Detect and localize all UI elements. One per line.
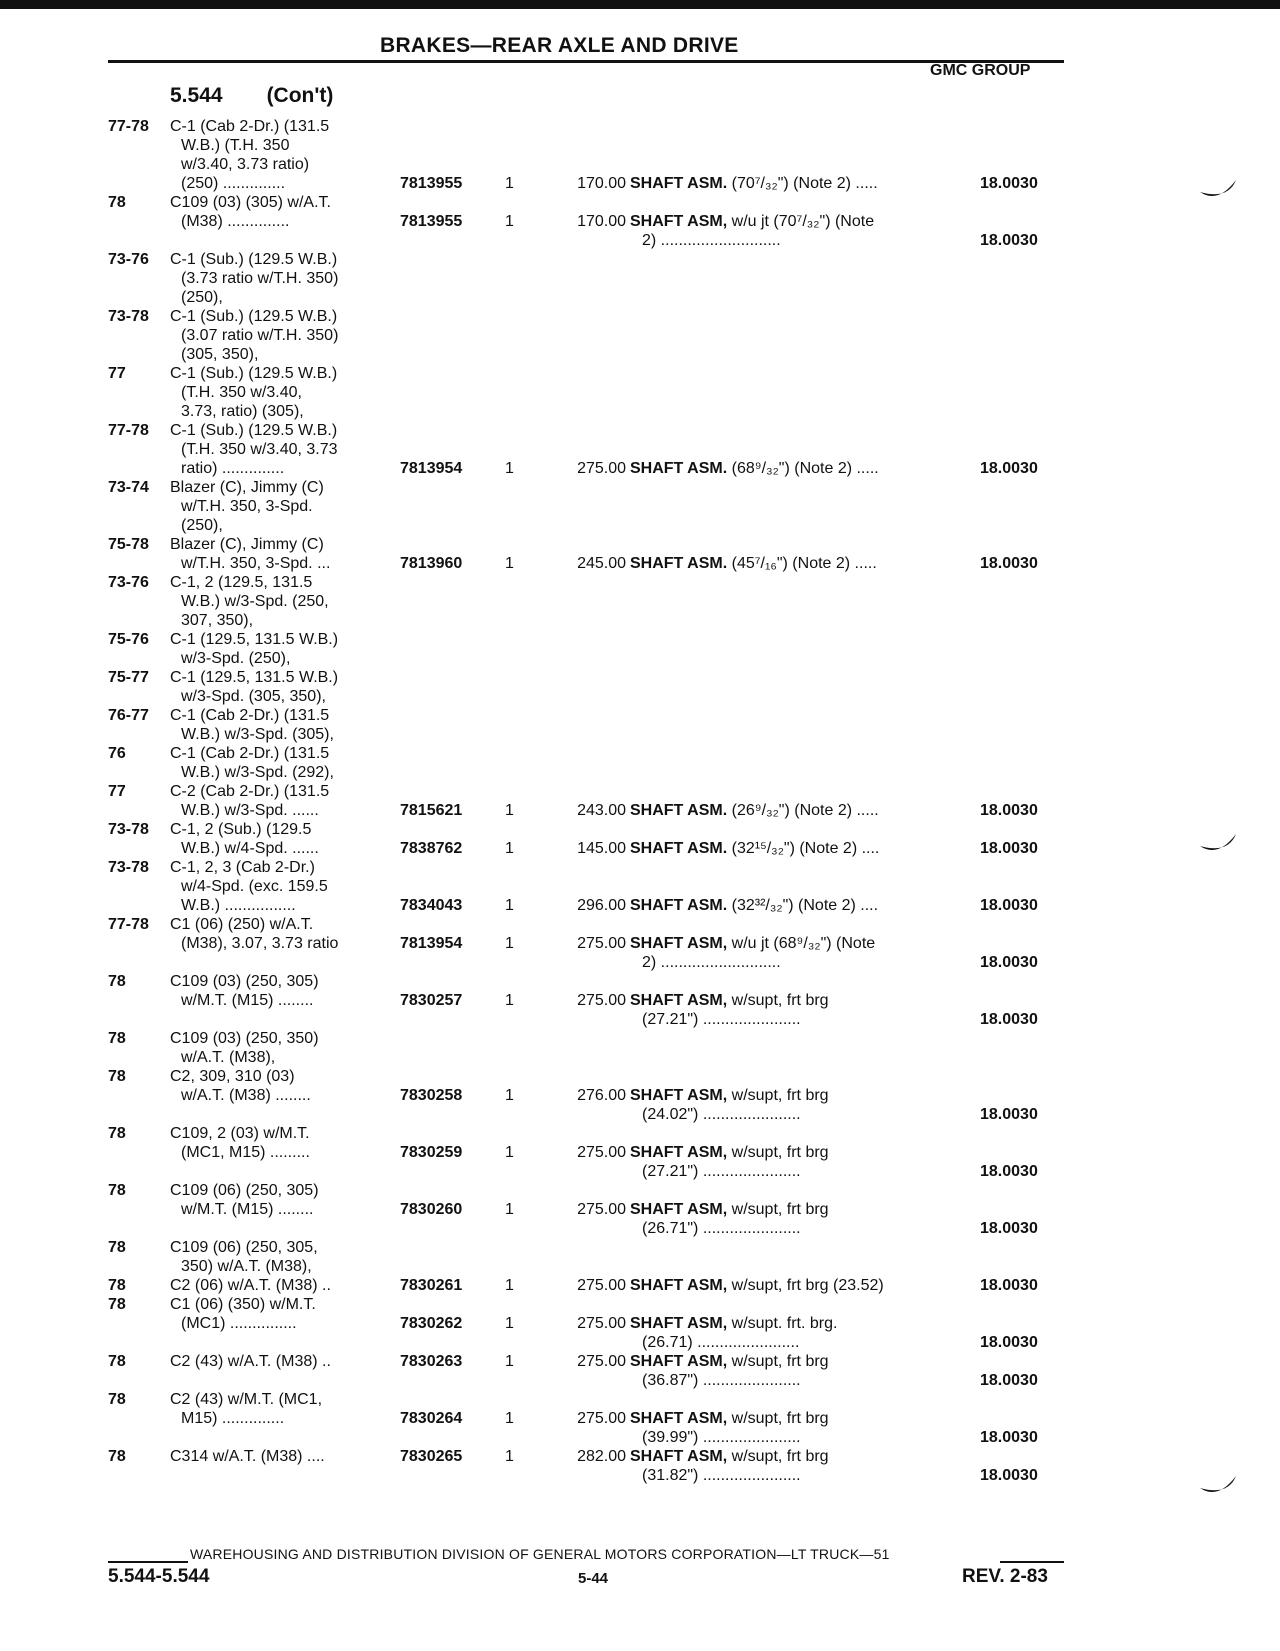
price: 275.00 bbox=[577, 935, 626, 952]
description-item: SHAFT ASM. bbox=[630, 175, 728, 192]
part-number: 7830260 bbox=[400, 1201, 463, 1218]
description-detail: (68⁹/₃₂") (Note 2) ..... bbox=[731, 460, 879, 477]
price: 243.00 bbox=[577, 802, 626, 819]
model-year: 77 bbox=[108, 365, 126, 382]
application bbox=[170, 915, 400, 953]
part-number: 7830263 bbox=[400, 1353, 463, 1370]
application bbox=[170, 668, 400, 706]
description-line bbox=[630, 801, 950, 820]
application-line: M15) .............. bbox=[181, 1410, 285, 1427]
group-code: 18.0030 bbox=[980, 1429, 1038, 1446]
description-line: (24.02") ...................... bbox=[642, 1106, 801, 1123]
description bbox=[630, 174, 950, 193]
application bbox=[170, 744, 400, 782]
footer-publisher: WAREHOUSING AND DISTRIBUTION DIVISION OF GENERAL MOTORS CORPORATION—LT TRUCK—51 bbox=[190, 1546, 890, 1562]
model-year: 78 bbox=[108, 1068, 126, 1085]
description-item: SHAFT ASM. bbox=[630, 802, 728, 819]
price: 145.00 bbox=[577, 840, 626, 857]
model-year: 77-78 bbox=[108, 916, 149, 933]
group-code: 18.0030 bbox=[980, 1372, 1038, 1389]
application-line: w/A.T. (M38), bbox=[181, 1049, 276, 1066]
description-item: SHAFT ASM. bbox=[630, 840, 728, 857]
part-number: 7830264 bbox=[400, 1410, 463, 1427]
application-line: C109 (03) (250, 350) bbox=[170, 1030, 319, 1047]
price: 275.00 bbox=[577, 1144, 626, 1161]
group-code: 18.0030 bbox=[980, 1106, 1038, 1123]
application bbox=[170, 1124, 400, 1162]
description-item: SHAFT ASM, bbox=[630, 1087, 728, 1104]
application-line: C1 (06) (350) w/M.T. bbox=[170, 1296, 316, 1313]
group-code: 18.0030 bbox=[980, 1163, 1038, 1180]
description bbox=[630, 1314, 950, 1352]
price: 275.00 bbox=[577, 1277, 626, 1294]
description-line: (26.71") ...................... bbox=[642, 1220, 801, 1237]
description bbox=[630, 991, 950, 1029]
part-number: 7830258 bbox=[400, 1087, 463, 1104]
application-line: C-1, 2, 3 (Cab 2-Dr.) bbox=[170, 859, 315, 876]
application-line: C2 (43) w/M.T. (MC1, bbox=[170, 1391, 323, 1408]
top-border bbox=[0, 0, 1280, 9]
price: 275.00 bbox=[577, 1353, 626, 1370]
quantity: 1 bbox=[505, 992, 514, 1009]
application bbox=[170, 706, 400, 744]
quantity: 1 bbox=[505, 555, 514, 572]
description bbox=[630, 1447, 950, 1485]
description bbox=[630, 1086, 950, 1124]
application-line: (3.73 ratio w/T.H. 350) bbox=[181, 270, 339, 287]
price: 276.00 bbox=[577, 1087, 626, 1104]
description-line: 2) ........................... bbox=[642, 232, 781, 249]
application-line: W.B.) w/3-Spd. (305), bbox=[181, 726, 334, 743]
application bbox=[170, 1390, 400, 1428]
model-year: 77 bbox=[108, 783, 126, 800]
application bbox=[170, 972, 400, 1010]
description-item: SHAFT ASM, bbox=[630, 1277, 728, 1294]
quantity: 1 bbox=[505, 1410, 514, 1427]
part-number: 7830259 bbox=[400, 1144, 463, 1161]
description-line bbox=[630, 554, 950, 573]
part-number: 7813960 bbox=[400, 555, 463, 572]
description bbox=[630, 839, 950, 858]
application-line: C-1 (Cab 2-Dr.) (131.5 bbox=[170, 745, 330, 762]
application bbox=[170, 478, 400, 535]
application-line: (250), bbox=[181, 517, 223, 534]
description-item: SHAFT ASM, bbox=[630, 992, 728, 1009]
description-line: (26.71) ....................... bbox=[642, 1334, 800, 1351]
quantity: 1 bbox=[505, 175, 514, 192]
model-year: 75-77 bbox=[108, 669, 149, 686]
part-number: 7815621 bbox=[400, 802, 463, 819]
application bbox=[170, 1276, 400, 1295]
application-line: C2 (43) w/A.T. (M38) .. bbox=[170, 1353, 331, 1370]
price: 296.00 bbox=[577, 897, 626, 914]
application-line: (MC1) ............... bbox=[181, 1315, 297, 1332]
application bbox=[170, 250, 400, 307]
header-rule bbox=[108, 60, 1064, 63]
group-code: 18.0030 bbox=[980, 1334, 1038, 1351]
price: 275.00 bbox=[577, 1315, 626, 1332]
description-item: SHAFT ASM. bbox=[630, 555, 728, 572]
application bbox=[170, 1352, 400, 1371]
group-code: 18.0030 bbox=[980, 1011, 1038, 1028]
group-code: 18.0030 bbox=[980, 1277, 1038, 1294]
model-year: 76 bbox=[108, 745, 126, 762]
application-line: (MC1, M15) ......... bbox=[181, 1144, 310, 1161]
part-number: 7813955 bbox=[400, 213, 463, 230]
price: 275.00 bbox=[577, 460, 626, 477]
quantity: 1 bbox=[505, 460, 514, 477]
price: 170.00 bbox=[577, 213, 626, 230]
description-detail: w/supt, frt brg bbox=[731, 992, 829, 1009]
application-line: C-1 (129.5, 131.5 W.B.) bbox=[170, 631, 339, 648]
model-year: 75-76 bbox=[108, 631, 149, 648]
application bbox=[170, 1067, 400, 1105]
application-line: C-1 (Sub.) (129.5 W.B.) bbox=[170, 365, 338, 382]
application-line: w/4-Spd. (exc. 159.5 bbox=[181, 878, 328, 895]
description-detail: (70⁷/₃₂") (Note 2) ..... bbox=[731, 175, 878, 192]
application-line: 350) w/A.T. (M38), bbox=[181, 1258, 312, 1275]
description-item: SHAFT ASM, bbox=[630, 1315, 728, 1332]
application-line: (M38) .............. bbox=[181, 213, 290, 230]
description-line bbox=[630, 991, 950, 1010]
application-line: 307, 350), bbox=[181, 612, 254, 629]
model-year: 78 bbox=[108, 194, 126, 211]
application-line: C-2 (Cab 2-Dr.) (131.5 bbox=[170, 783, 330, 800]
application-line: C1 (06) (250) w/A.T. bbox=[170, 916, 314, 933]
model-year: 78 bbox=[108, 973, 126, 990]
model-year: 73-76 bbox=[108, 574, 149, 591]
description-detail: w/supt, frt brg bbox=[731, 1410, 829, 1427]
description-detail: w/supt, frt brg bbox=[731, 1353, 829, 1370]
description-line bbox=[630, 1276, 950, 1295]
description bbox=[630, 934, 950, 972]
application-line: W.B.) w/4-Spd. ...... bbox=[181, 840, 319, 857]
model-year: 73-78 bbox=[108, 308, 149, 325]
application bbox=[170, 630, 400, 668]
description-line bbox=[630, 459, 950, 478]
description-line bbox=[630, 1200, 950, 1219]
application-line: W.B.) (T.H. 350 bbox=[181, 137, 290, 154]
application bbox=[170, 1029, 400, 1067]
description-detail: w/supt, frt brg bbox=[731, 1201, 829, 1218]
application bbox=[170, 573, 400, 630]
description-line bbox=[630, 174, 950, 193]
application-line: w/M.T. (M15) ........ bbox=[181, 1201, 314, 1218]
footer-revision: REV. 2-83 bbox=[962, 1566, 1048, 1587]
description-line: (36.87") ...................... bbox=[642, 1372, 801, 1389]
model-year: 77-78 bbox=[108, 422, 149, 439]
application bbox=[170, 307, 400, 364]
application-line: (T.H. 350 w/3.40, 3.73 bbox=[181, 441, 338, 458]
description-item: SHAFT ASM, bbox=[630, 935, 728, 952]
description-item: SHAFT ASM. bbox=[630, 897, 728, 914]
application-line: Blazer (C), Jimmy (C) bbox=[170, 479, 324, 496]
part-number: 7830262 bbox=[400, 1315, 463, 1332]
application-line: W.B.) w/3-Spd. ...... bbox=[181, 802, 319, 819]
model-year: 77-78 bbox=[108, 118, 149, 135]
price: 275.00 bbox=[577, 1201, 626, 1218]
description bbox=[630, 459, 950, 478]
model-year: 78 bbox=[108, 1182, 126, 1199]
part-number: 7830257 bbox=[400, 992, 463, 1009]
description-line bbox=[630, 1143, 950, 1162]
quantity: 1 bbox=[505, 1448, 514, 1465]
group-code: 18.0030 bbox=[980, 840, 1038, 857]
application-line: C-1 (129.5, 131.5 W.B.) bbox=[170, 669, 339, 686]
quantity: 1 bbox=[505, 840, 514, 857]
description bbox=[630, 1200, 950, 1238]
application-line: Blazer (C), Jimmy (C) bbox=[170, 536, 324, 553]
price: 275.00 bbox=[577, 1410, 626, 1427]
description bbox=[630, 1143, 950, 1181]
description bbox=[630, 1409, 950, 1447]
application-line: (250) .............. bbox=[181, 175, 286, 192]
application-line: (305, 350), bbox=[181, 346, 259, 363]
description-line bbox=[630, 1086, 950, 1105]
application-line: C109 (03) (305) w/A.T. bbox=[170, 194, 331, 211]
description-detail: w/supt, frt brg bbox=[731, 1448, 829, 1465]
description bbox=[630, 554, 950, 573]
binder-ring-mark bbox=[1198, 832, 1240, 856]
group-label: GMC GROUP bbox=[930, 62, 1031, 79]
quantity: 1 bbox=[505, 1353, 514, 1370]
model-year: 78 bbox=[108, 1391, 126, 1408]
description-line: (27.21") ...................... bbox=[642, 1163, 801, 1180]
binder-ring-mark bbox=[1198, 1474, 1240, 1498]
model-year: 78 bbox=[108, 1239, 126, 1256]
description-line bbox=[630, 896, 950, 915]
model-year: 76-77 bbox=[108, 707, 149, 724]
application-line: w/3-Spd. (250), bbox=[181, 650, 291, 667]
application-line: C-1, 2 (Sub.) (129.5 bbox=[170, 821, 312, 838]
description-line: 2) ........................... bbox=[642, 954, 781, 971]
group-code: 18.0030 bbox=[980, 460, 1038, 477]
quantity: 1 bbox=[505, 1277, 514, 1294]
model-year: 75-78 bbox=[108, 536, 149, 553]
model-year: 78 bbox=[108, 1448, 126, 1465]
description-line bbox=[630, 934, 950, 953]
quantity: 1 bbox=[505, 1201, 514, 1218]
application-line: C109, 2 (03) w/M.T. bbox=[170, 1125, 310, 1142]
footer-rule-left bbox=[108, 1561, 188, 1563]
description bbox=[630, 1276, 950, 1295]
application-line: 3.73, ratio) (305), bbox=[181, 403, 304, 420]
binder-ring-mark bbox=[1198, 178, 1240, 202]
application-line: C-1 (Cab 2-Dr.) (131.5 bbox=[170, 707, 330, 724]
application bbox=[170, 820, 400, 858]
quantity: 1 bbox=[505, 1315, 514, 1332]
description-line: (27.21") ...................... bbox=[642, 1011, 801, 1028]
quantity: 1 bbox=[505, 1144, 514, 1161]
description bbox=[630, 801, 950, 820]
application-line: C-1 (Sub.) (129.5 W.B.) bbox=[170, 251, 338, 268]
description-item: SHAFT ASM, bbox=[630, 1144, 728, 1161]
application-line: W.B.) w/3-Spd. (292), bbox=[181, 764, 334, 781]
application-line: C109 (06) (250, 305, bbox=[170, 1239, 318, 1256]
group-code: 18.0030 bbox=[980, 1467, 1038, 1484]
model-year: 73-78 bbox=[108, 821, 149, 838]
quantity: 1 bbox=[505, 1087, 514, 1104]
application-line: C-1, 2 (129.5, 131.5 bbox=[170, 574, 313, 591]
application-line: ratio) .............. bbox=[181, 460, 285, 477]
application bbox=[170, 535, 400, 573]
model-year: 78 bbox=[108, 1353, 126, 1370]
application-line: C314 w/A.T. (M38) .... bbox=[170, 1448, 325, 1465]
application-line: W.B.) ................ bbox=[181, 897, 296, 914]
price: 170.00 bbox=[577, 175, 626, 192]
part-number: 7830261 bbox=[400, 1277, 463, 1294]
application-line: (T.H. 350 w/3.40, bbox=[181, 384, 302, 401]
part-number: 7830265 bbox=[400, 1448, 463, 1465]
price: 282.00 bbox=[577, 1448, 626, 1465]
page-title: BRAKES—REAR AXLE AND DRIVE bbox=[380, 34, 739, 57]
group-code: 18.0030 bbox=[980, 897, 1038, 914]
application-line: W.B.) w/3-Spd. (250, bbox=[181, 593, 329, 610]
description-item: SHAFT ASM, bbox=[630, 1353, 728, 1370]
application-line: w/T.H. 350, 3-Spd. bbox=[181, 498, 313, 515]
description bbox=[630, 1352, 950, 1390]
group-code: 18.0030 bbox=[980, 1220, 1038, 1237]
part-number: 7813954 bbox=[400, 935, 463, 952]
description-item: SHAFT ASM, bbox=[630, 1448, 728, 1465]
model-year: 73-78 bbox=[108, 859, 149, 876]
description-detail: (32³²/₃₂") (Note 2) .... bbox=[731, 897, 879, 914]
group-code: 18.0030 bbox=[980, 232, 1038, 249]
application-line: (250), bbox=[181, 289, 223, 306]
application-line: C2, 309, 310 (03) bbox=[170, 1068, 295, 1085]
description-line bbox=[630, 1447, 950, 1466]
description-line: (31.82") ...................... bbox=[642, 1467, 801, 1484]
group-code: 18.0030 bbox=[980, 954, 1038, 971]
application-line: (3.07 ratio w/T.H. 350) bbox=[181, 327, 339, 344]
description-detail: w/supt, frt brg bbox=[731, 1087, 829, 1104]
description-item: SHAFT ASM, bbox=[630, 1410, 728, 1427]
application-line: C-1 (Cab 2-Dr.) (131.5 bbox=[170, 118, 330, 135]
description-detail: w/u jt (70⁷/₃₂") (Note bbox=[731, 213, 875, 230]
application-line: C109 (03) (250, 305) bbox=[170, 973, 319, 990]
description-item: SHAFT ASM, bbox=[630, 213, 728, 230]
section-heading bbox=[170, 84, 333, 108]
price: 275.00 bbox=[577, 992, 626, 1009]
application bbox=[170, 193, 400, 231]
application-line: w/M.T. (M15) ........ bbox=[181, 992, 314, 1009]
application bbox=[170, 1181, 400, 1219]
model-year: 73-76 bbox=[108, 251, 149, 268]
description-line bbox=[630, 839, 950, 858]
section-continued: (Con't) bbox=[266, 84, 334, 107]
application-line: w/3.40, 3.73 ratio) bbox=[181, 156, 310, 173]
description-detail: w/u jt (68⁹/₃₂") (Note bbox=[731, 935, 876, 952]
model-year: 78 bbox=[108, 1296, 126, 1313]
application-line: C109 (06) (250, 305) bbox=[170, 1182, 319, 1199]
application-line: C-1 (Sub.) (129.5 W.B.) bbox=[170, 422, 338, 439]
footer-page-number: 5-44 bbox=[578, 1570, 609, 1587]
application bbox=[170, 117, 400, 193]
quantity: 1 bbox=[505, 897, 514, 914]
application-line: w/T.H. 350, 3-Spd. ... bbox=[181, 555, 331, 572]
footer-rule-right bbox=[1000, 1561, 1064, 1563]
application-line: C-1 (Sub.) (129.5 W.B.) bbox=[170, 308, 338, 325]
application-line: (M38), 3.07, 3.73 ratio bbox=[181, 935, 339, 952]
application-line: w/A.T. (M38) ........ bbox=[181, 1087, 311, 1104]
model-year: 73-74 bbox=[108, 479, 149, 496]
quantity: 1 bbox=[505, 802, 514, 819]
model-year: 78 bbox=[108, 1030, 126, 1047]
description-line bbox=[630, 212, 950, 231]
description-detail: w/supt, frt brg bbox=[731, 1144, 829, 1161]
part-number: 7834043 bbox=[400, 897, 463, 914]
application-line: w/3-Spd. (305, 350), bbox=[181, 688, 326, 705]
description-detail: (45⁷/₁₆") (Note 2) ..... bbox=[731, 555, 877, 572]
description bbox=[630, 212, 950, 250]
part-number: 7813955 bbox=[400, 175, 463, 192]
description-detail: w/supt, frt brg (23.52) bbox=[731, 1277, 884, 1294]
quantity: 1 bbox=[505, 213, 514, 230]
description-item: SHAFT ASM. bbox=[630, 460, 728, 477]
description-item: SHAFT ASM, bbox=[630, 1201, 728, 1218]
section-number: 5.544 bbox=[170, 84, 223, 107]
group-code: 18.0030 bbox=[980, 555, 1038, 572]
group-code: 18.0030 bbox=[980, 175, 1038, 192]
application bbox=[170, 1447, 400, 1466]
group-code: 18.0030 bbox=[980, 802, 1038, 819]
application bbox=[170, 858, 400, 915]
part-number: 7838762 bbox=[400, 840, 463, 857]
description-detail: w/supt. frt. brg. bbox=[731, 1315, 838, 1332]
application bbox=[170, 1238, 400, 1276]
application bbox=[170, 364, 400, 421]
description-line bbox=[630, 1314, 950, 1333]
model-year: 78 bbox=[108, 1277, 126, 1294]
model-year: 78 bbox=[108, 1125, 126, 1142]
application bbox=[170, 1295, 400, 1333]
description-line bbox=[630, 1409, 950, 1428]
part-number: 7813954 bbox=[400, 460, 463, 477]
application-line: C2 (06) w/A.T. (M38) .. bbox=[170, 1277, 331, 1294]
footer-section-range: 5.544-5.544 bbox=[108, 1566, 210, 1587]
description-line bbox=[630, 1352, 950, 1371]
description-line: (39.99") ...................... bbox=[642, 1429, 801, 1446]
description-detail: (26⁹/₃₂") (Note 2) ..... bbox=[731, 802, 879, 819]
application bbox=[170, 782, 400, 820]
description bbox=[630, 896, 950, 915]
application bbox=[170, 421, 400, 478]
description-detail: (32¹⁵/₃₂") (Note 2) .... bbox=[731, 840, 880, 857]
price: 245.00 bbox=[577, 555, 626, 572]
quantity: 1 bbox=[505, 935, 514, 952]
